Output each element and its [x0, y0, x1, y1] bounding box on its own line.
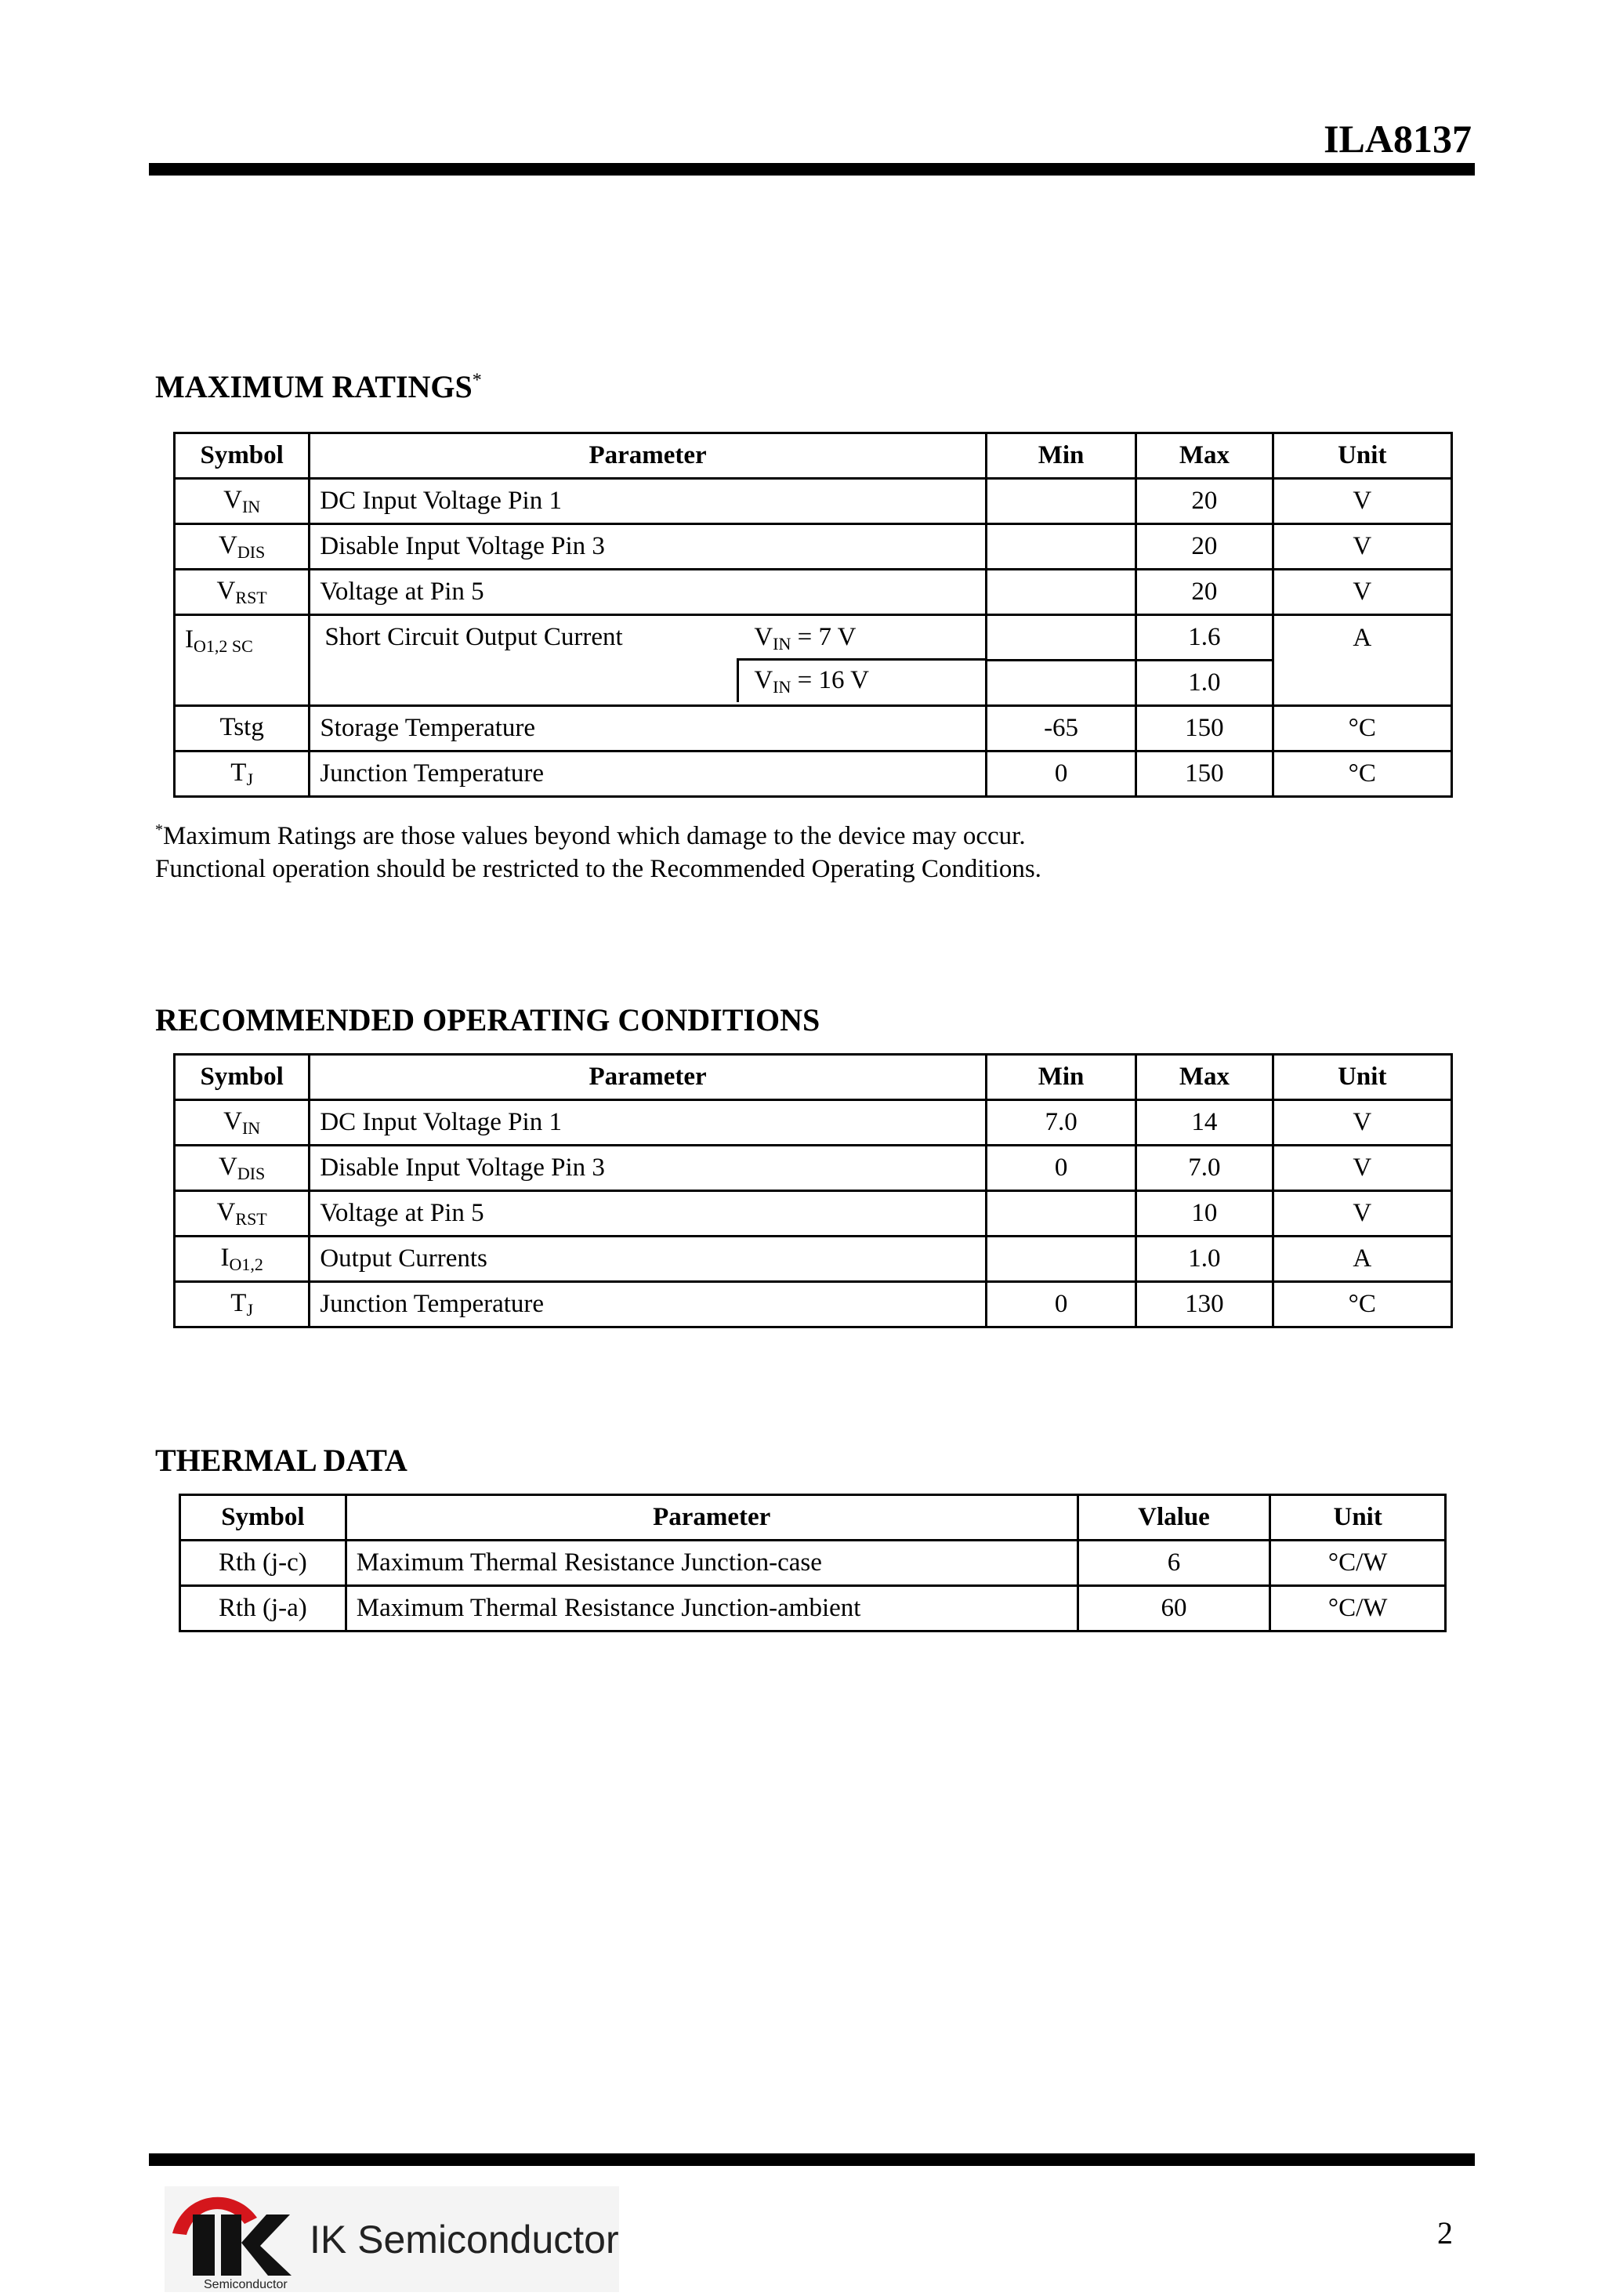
symbol-cell: Rth (j-c) [180, 1541, 346, 1586]
symbol-cell: $I_{O1,2 SC}$ [175, 615, 310, 706]
max-cell: 1.0 [1136, 661, 1273, 706]
table-header-row [175, 433, 1452, 479]
condition-vin-7v: $V_{IN} = 7$ V [754, 623, 857, 654]
min-cell: 0 [986, 1146, 1135, 1191]
unit-cell: V [1273, 1191, 1451, 1237]
min-cell [986, 479, 1135, 524]
symbol-cell: $V_{DIS}$ [175, 524, 310, 570]
min-cell: 0 [986, 1282, 1135, 1327]
table-row [175, 706, 1452, 751]
table-row [175, 1282, 1452, 1327]
parameter-cell: Output Currents [310, 1237, 987, 1282]
parameter-cell: Disable Input Voltage Pin 3 [310, 1146, 987, 1191]
max-ratings-title: MAXIMUM RATINGS* [155, 369, 482, 404]
max-cell: 150 [1136, 751, 1273, 797]
ik-logo-icon [165, 2186, 619, 2292]
thermal-title: THERMAL DATA [155, 1443, 407, 1478]
symbol-cell: $T_J$ [175, 1282, 310, 1327]
unit-cell: V [1273, 570, 1451, 615]
unit-cell: V [1273, 1100, 1451, 1146]
table-row [175, 1146, 1452, 1191]
parameter-cell: Junction Temperature [310, 1282, 987, 1327]
unit-cell: °C [1273, 706, 1451, 751]
table-row [175, 1100, 1452, 1146]
min-cell: 0 [986, 751, 1135, 797]
value-cell: 60 [1078, 1586, 1270, 1631]
parameter-cell: DC Input Voltage Pin 1 [310, 1100, 987, 1146]
parameter-cell: Maximum Thermal Resistance Junction-ambient [346, 1586, 1078, 1631]
max-cell: 20 [1136, 479, 1273, 524]
symbol-cell: $V_{RST}$ [175, 1191, 310, 1237]
header-symbol: Symbol [175, 1055, 310, 1100]
unit-cell: V [1273, 1146, 1451, 1191]
max-ratings-footnote: *Maximum Ratings are those values beyond which damage to the device may occur. Functional operation should be restricted to the Recommended Operating Conditions. [155, 821, 1041, 883]
header-max: Max [1136, 1055, 1273, 1100]
svg-text:Semiconductor: Semiconductor [204, 2278, 288, 2291]
min-cell [986, 1191, 1135, 1237]
max-cell: 1.6 [1136, 615, 1273, 661]
value-cell: 6 [1078, 1541, 1270, 1586]
document-id: ILA8137 [1324, 117, 1472, 161]
header-unit: Unit [1273, 433, 1451, 479]
parameter-cell: Disable Input Voltage Pin 3 [310, 524, 987, 570]
unit-cell: V [1273, 479, 1451, 524]
max-cell: 1.0 [1136, 1237, 1273, 1282]
symbol-cell: $V_{DIS}$ [175, 1146, 310, 1191]
symbol-cell: $V_{IN}$ [175, 1100, 310, 1146]
header-unit: Unit [1270, 1495, 1446, 1541]
table-row [175, 1191, 1452, 1237]
header-symbol: Symbol [180, 1495, 346, 1541]
roc-title: RECOMMENDED OPERATING CONDITIONS [155, 1002, 820, 1038]
roc-table [173, 1053, 1453, 1328]
header-rule [149, 163, 1475, 176]
parameter-cell: Junction Temperature [310, 751, 987, 797]
table-header-row [175, 1055, 1452, 1100]
symbol-cell: $V_{RST}$ [175, 570, 310, 615]
header-symbol: Symbol [175, 433, 310, 479]
table-row [175, 615, 1452, 661]
min-cell: 7.0 [986, 1100, 1135, 1146]
page-number: 2 [1437, 2215, 1453, 2251]
symbol-cell: $I_{O1,2}$ [175, 1237, 310, 1282]
header-min: Min [986, 1055, 1135, 1100]
header-unit: Unit [1273, 1055, 1451, 1100]
unit-cell: A [1273, 615, 1451, 706]
header-max: Max [1136, 433, 1273, 479]
table-row [175, 1237, 1452, 1282]
header-min: Min [986, 433, 1135, 479]
max-cell: 7.0 [1136, 1146, 1273, 1191]
parameter-cell: Maximum Thermal Resistance Junction-case [346, 1541, 1078, 1586]
symbol-cell: $T_J$ [175, 751, 310, 797]
parameter-cell: Voltage at Pin 5 [310, 1191, 987, 1237]
header-value: Vlalue [1078, 1495, 1270, 1541]
parameter-cell: Short Circuit Output Current $V_{IN} = 7$ V $V_{IN} = 16$ V [310, 615, 987, 706]
thermal-table [179, 1494, 1447, 1632]
symbol-cell: Tstg [175, 706, 310, 751]
table-row [175, 524, 1452, 570]
max-ratings-table [173, 432, 1453, 798]
max-cell: 14 [1136, 1100, 1273, 1146]
unit-cell: °C [1273, 751, 1451, 797]
svg-text:IK Semiconductor: IK Semiconductor [310, 2218, 619, 2262]
table-row [175, 479, 1452, 524]
unit-cell: A [1273, 1237, 1451, 1282]
max-cell: 10 [1136, 1191, 1273, 1237]
unit-cell: °C/W [1270, 1541, 1446, 1586]
min-cell [986, 661, 1135, 706]
min-cell: -65 [986, 706, 1135, 751]
header-parameter: Parameter [346, 1495, 1078, 1541]
symbol-cell: Rth (j-a) [180, 1586, 346, 1631]
table-row [180, 1586, 1446, 1631]
parameter-cell: Storage Temperature [310, 706, 987, 751]
min-cell [986, 570, 1135, 615]
unit-cell: °C [1273, 1282, 1451, 1327]
max-cell: 20 [1136, 524, 1273, 570]
max-cell: 150 [1136, 706, 1273, 751]
parameter-cell: DC Input Voltage Pin 1 [310, 479, 987, 524]
footer-rule [149, 2153, 1475, 2166]
table-row [175, 751, 1452, 797]
header-parameter: Parameter [310, 1055, 987, 1100]
table-row [180, 1541, 1446, 1586]
min-cell [986, 615, 1135, 661]
condition-vin-16v: $V_{IN} = 16$ V [754, 666, 869, 697]
max-cell: 130 [1136, 1282, 1273, 1327]
min-cell [986, 1237, 1135, 1282]
parameter-cell: Voltage at Pin 5 [310, 570, 987, 615]
unit-cell: °C/W [1270, 1586, 1446, 1631]
table-header-row [180, 1495, 1446, 1541]
table-row [175, 570, 1452, 615]
symbol-cell: $V_{IN}$ [175, 479, 310, 524]
min-cell [986, 524, 1135, 570]
max-cell: 20 [1136, 570, 1273, 615]
company-logo [165, 2186, 619, 2292]
header-parameter: Parameter [310, 433, 987, 479]
unit-cell: V [1273, 524, 1451, 570]
